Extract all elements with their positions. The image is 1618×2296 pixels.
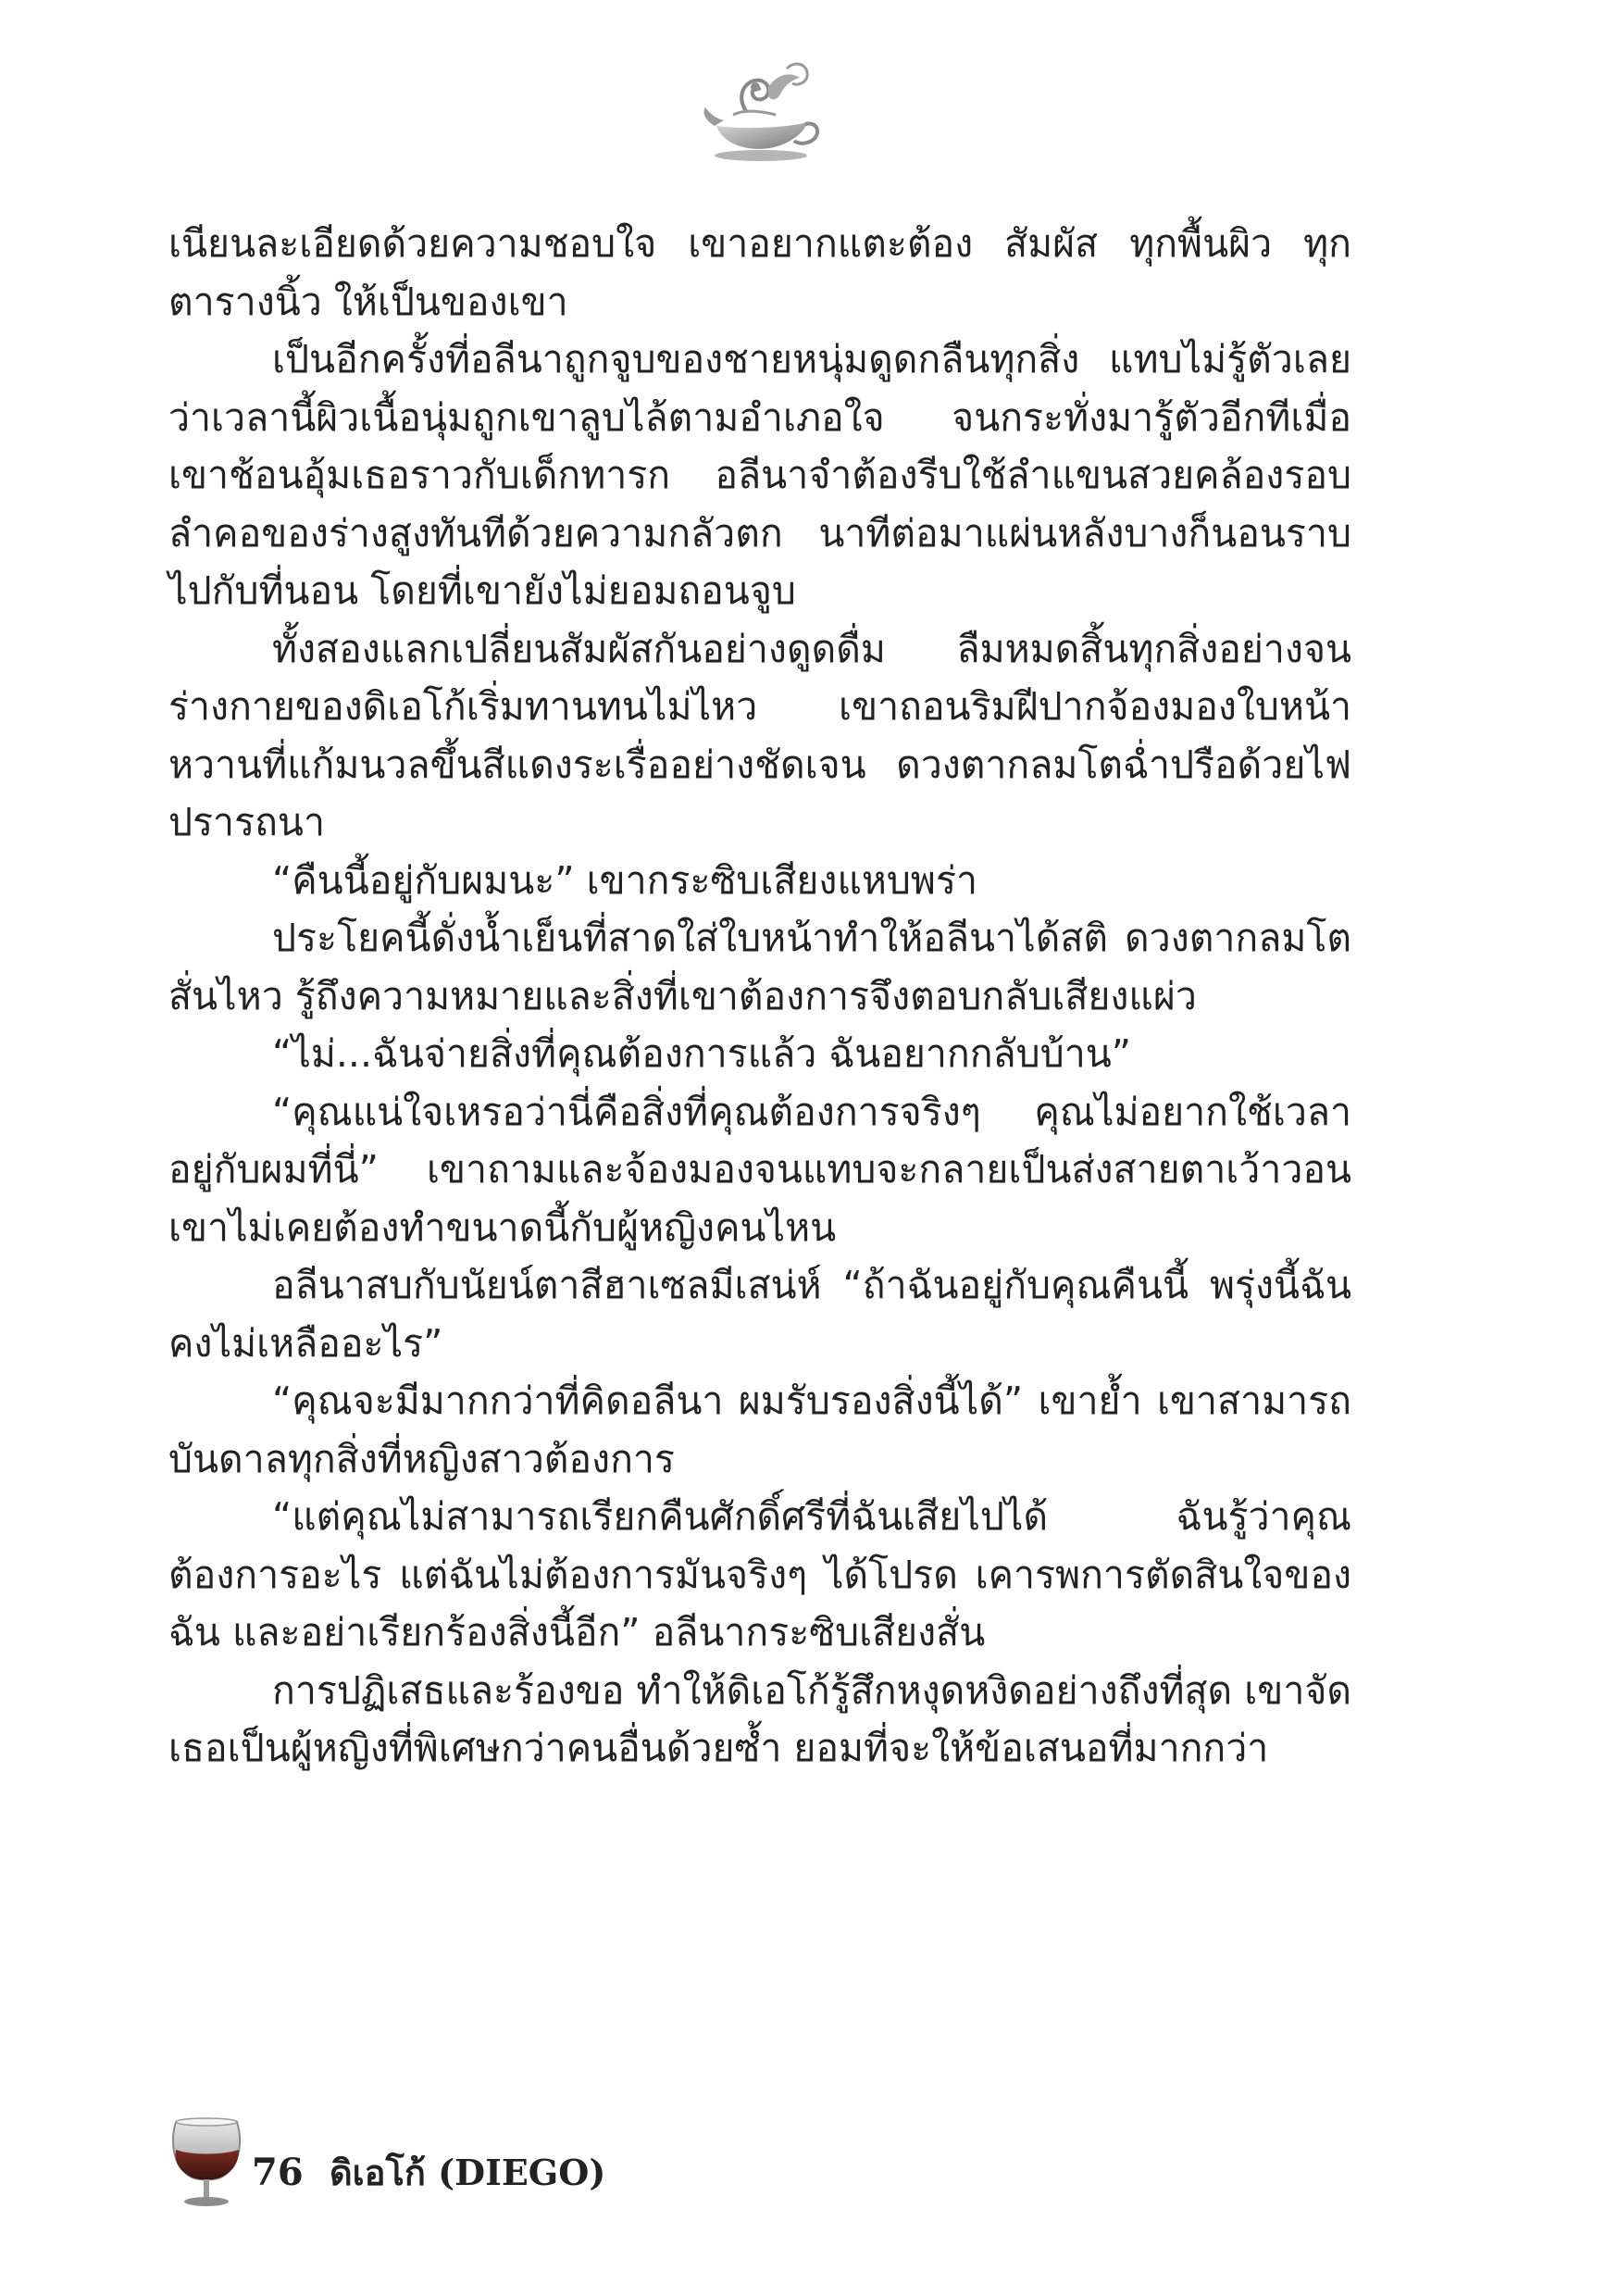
paragraph: “คุณจะมีมากกว่าที่คิดอลีนา ผมรับรองสิ่งนี้ได้” เขาย้ำ เขาสามารถบันดาลทุกสิ่งที่หญิงสาวต้องการ [168, 1379, 1351, 1481]
cupid-teacup-ornament-icon [696, 59, 826, 170]
page-footer [167, 2113, 907, 2215]
story-text [168, 215, 1351, 1778]
paragraph: เป็นอีกครั้งที่อลีนาถูกจูบของชายหนุ่มดูดกลืนทุกสิ่ง แทบไม่รู้ตัวเลยว่าเวลานี้ผิวเนื้อนุ่มถูกเขาลูบไล้ตามอำเภอใจ จนกระทั่งมารู้ตัวอีกทีเมื่อเขาช้อนอุ้มเธอราวกับเด็กทารก อลีนาจำต้องรีบใช้ลำแขนสวยคล้องรอบลำคอของร่างสูงทันทีด้วยความกลัวตก นาทีต่อมาแผ่นหลังบางก็นอนราบไปกับที่นอน โดยที่เขายังไม่ยอมถอนจูบ [168, 337, 1351, 613]
paragraph: “คุณแน่ใจเหรอว่านี่คือสิ่งที่คุณต้องการจริงๆ คุณไม่อยากใช้เวลาอยู่กับผมที่นี่” เขาถามและจ้องมองจนแทบจะกลายเป็นส่งสายตาเว้าวอนเขาไม่เคยต้องทำขนาดนี้กับผู้หญิงคนไหน [168, 1089, 1351, 1250]
brandy-glass-icon [167, 2113, 246, 2213]
paragraph: “คืนนี้อยู่กับผมนะ” เขากระซิบเสียงแหบพร่า [272, 857, 978, 903]
paragraph: “แต่คุณไม่สามารถเรียกคืนศักดิ์ศรีที่ฉันเสียไปได้ ฉันรู้ว่าคุณต้องการอะไร แต่ฉันไม่ต้องการมันจริงๆ ได้โปรด เคารพการตัดสินใจของฉัน และอย่าเรียกร้องสิ่งนี้อีก” อลีนากระซิบเสียงสั่น [168, 1494, 1351, 1654]
paragraph: ทั้งสองแลกเปลี่ยนสัมผัสกันอย่างดูดดื่ม ลืมหมดสิ้นทุกสิ่งอย่างจนร่างกายของดิเอโก้เริ่มทานทนไม่ไหว เขาถอนริมฝีปากจ้องมองใบหน้าหวานที่แก้มนวลขึ้นสีแดงระเรื่ออย่างชัดเจน ดวงตากลมโตฉ่ำปรือด้วยไฟปรารถนา [168, 626, 1351, 844]
paragraph: ประโยคนี้ดั่งน้ำเย็นที่สาดใส่ใบหน้าทำให้อลีนาได้สติ ดวงตากลมโตสั่นไหว รู้ถึงความหมายและสิ่งที่เขาต้องการจึงตอบกลับเสียงแผ่ว [168, 916, 1351, 1018]
paragraph: เนียนละเอียดด้วยความชอบใจ เขาอยากแตะต้อง สัมผัส ทุกพื้นผิว ทุกตารางนิ้ว ให้เป็นของเขา [168, 221, 1351, 324]
paragraph: อลีนาสบกับนัยน์ตาสีฮาเซลมีเสน่ห์ “ถ้าฉันอยู่กับคุณคืนนี้ พรุ่งนี้ฉันคงไม่เหลืออะไร” [168, 1263, 1351, 1366]
running-title: ดิเอโก้ (DIEGO) [330, 2152, 606, 2193]
page-number: 76 [252, 2151, 304, 2194]
paragraph: “ไม่...ฉันจ่ายสิ่งที่คุณต้องการแล้ว ฉันอยากกลับบ้าน” [272, 1031, 1132, 1076]
paragraph: การปฏิเสธและร้องขอ ทำให้ดิเอโก้รู้สึกหงุดหงิดอย่างถึงที่สุด เขาจัดเธอเป็นผู้หญิงที่พิเศษกว่าคนอื่นด้วยซ้ำ ยอมที่จะให้ข้อเสนอที่มากกว่า [168, 1667, 1351, 1770]
